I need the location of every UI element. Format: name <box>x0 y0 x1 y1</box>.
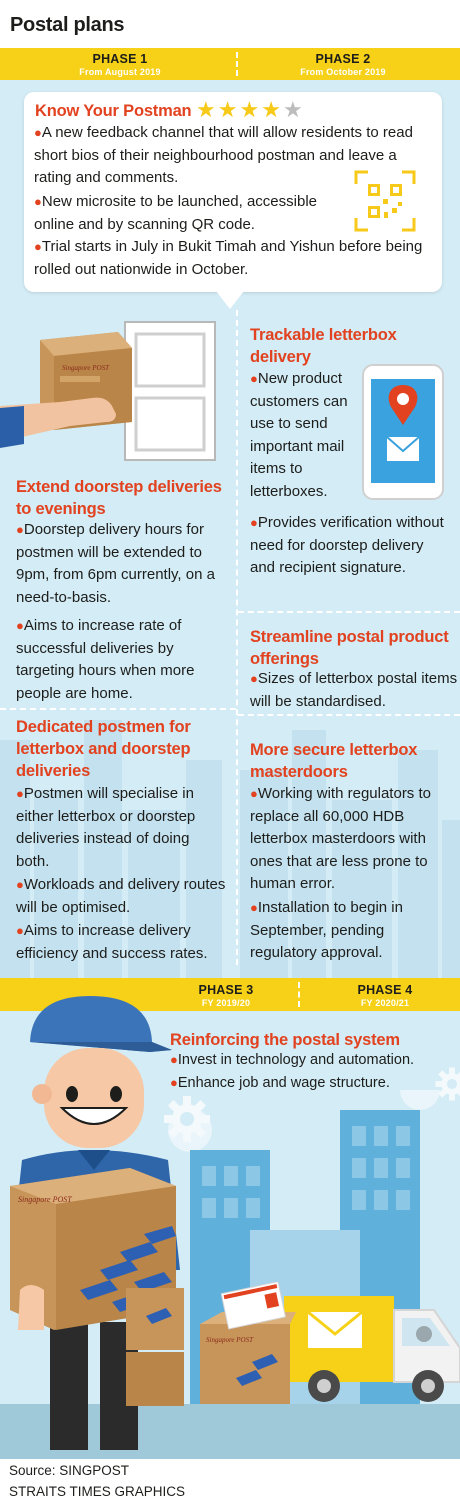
reinforcing-heading: Reinforcing the postal system <box>170 1031 400 1049</box>
point-text: Trial starts in July in Bukit Timah and Yishun before being rolled out nationwide in October. <box>34 238 423 278</box>
point-text: New microsite to be launched, accessible online and by scanning QR code. <box>34 193 317 233</box>
bullet-icon: ● <box>16 877 24 892</box>
phase-divider <box>298 982 300 1007</box>
graphics-credit: STRAITS TIMES GRAPHICS <box>9 1484 186 1499</box>
bullet-icon: ● <box>250 515 258 530</box>
reinforcing-point-2 <box>170 1072 455 1095</box>
bullet-icon: ● <box>170 1052 178 1067</box>
bullet-icon: ● <box>250 671 258 686</box>
phase-4-name: PHASE 4 <box>357 983 413 997</box>
phase-3-label <box>186 983 266 1008</box>
bullet-icon: ● <box>16 923 24 938</box>
phase-1-date: From August 2019 <box>79 67 161 77</box>
know-postman-point-2 <box>34 191 324 236</box>
masterdoors-point-2 <box>250 897 450 965</box>
extend-doorstep-heading: Extend doorstep deliveries to evenings <box>16 478 222 518</box>
phase-3-date: FY 2019/20 <box>201 998 251 1008</box>
column-divider <box>236 310 238 965</box>
masterdoors-heading: More secure letterbox masterdoors <box>250 741 418 781</box>
row-divider <box>238 714 460 716</box>
phase-2-label <box>278 52 408 77</box>
point-text: Enhance job and wage structure. <box>177 1075 390 1091</box>
point-text: Provides verification without need for doorstep delivery and recipient signature. <box>250 514 444 576</box>
qr-code-icon <box>354 170 416 232</box>
extend-doorstep-point-1 <box>16 519 228 609</box>
row-divider <box>0 708 236 710</box>
phase-4-label <box>340 983 430 1008</box>
bullet-icon: ● <box>16 786 24 801</box>
brand-label: Singapore POST <box>18 1195 72 1204</box>
phase-divider <box>236 52 238 76</box>
bullet-icon: ● <box>16 618 24 633</box>
trackable-point-2 <box>250 512 450 580</box>
streamline-heading: Streamline postal product offerings <box>250 628 449 668</box>
rating-stars <box>196 99 305 121</box>
trackable-heading: Trackable letterbox delivery <box>250 326 397 366</box>
phase-2-name: PHASE 2 <box>315 52 371 66</box>
row-divider <box>238 611 460 613</box>
brand-label: Singapore POST <box>62 364 109 372</box>
point-text: Installation to begin in September, pending regulatory approval. <box>250 899 403 961</box>
phase-1-name: PHASE 1 <box>92 52 148 66</box>
bubble-tail <box>216 291 244 309</box>
gear-icon <box>434 1066 460 1102</box>
bullet-icon: ● <box>250 900 258 915</box>
phase-2-date: From October 2019 <box>300 67 386 77</box>
phase-1-label <box>60 52 180 77</box>
star-icon: ★ <box>261 97 283 122</box>
parcel-delivery-illustration <box>0 318 232 466</box>
page-title: Postal plans <box>10 14 125 36</box>
point-text: New product customers can use to send important mail items to letterboxes. <box>250 370 348 500</box>
streamline-point-1 <box>250 668 460 713</box>
star-empty-icon: ★ <box>282 97 305 122</box>
phase-3-name: PHASE 3 <box>198 983 254 997</box>
star-icon: ★ <box>239 97 262 122</box>
brand-label: Singapore POST <box>206 1336 253 1344</box>
delivery-van-illustration <box>284 1282 460 1410</box>
point-text: Aims to increase rate of successful deliveries by targeting hours when more people are home. <box>16 617 195 702</box>
point-text: Sizes of letterbox postal items will be standardised. <box>250 670 458 710</box>
point-text: Doorstep delivery hours for postmen will be extended to 9pm, from 6pm currently, on a need-to-basis. <box>16 521 215 606</box>
know-postman-point-3 <box>34 236 434 281</box>
bullet-icon: ● <box>34 125 42 140</box>
extend-doorstep-point-2 <box>16 615 228 705</box>
point-text: Workloads and delivery routes will be optimised. <box>16 876 226 916</box>
dedicated-point-1 <box>16 783 226 873</box>
dedicated-point-2 <box>16 874 226 919</box>
bullet-icon: ● <box>34 194 42 209</box>
source-credit: Source: SINGPOST <box>9 1463 130 1478</box>
bullet-icon: ● <box>34 239 42 254</box>
phase-4-date: FY 2020/21 <box>360 998 410 1008</box>
point-text: A new feedback channel that will allow residents to read short bios of their neighbourhood postman and leave a rating and comments. <box>34 124 413 186</box>
parcel-stack-illustration <box>126 1282 296 1410</box>
dedicated-point-3 <box>16 920 231 965</box>
bullet-icon: ● <box>250 786 258 801</box>
bullet-icon: ● <box>250 371 258 386</box>
star-icon: ★ <box>196 97 218 122</box>
point-text: Working with regulators to replace all 60,000 HDB letterbox masterdoors with ones that are less prone to human error. <box>250 785 431 892</box>
trackable-point-1 <box>250 368 365 503</box>
star-icon: ★ <box>217 97 240 122</box>
phone-tracking-icon <box>361 363 445 501</box>
masterdoors-point-1 <box>250 783 460 896</box>
bullet-icon: ● <box>170 1075 178 1090</box>
dedicated-heading: Dedicated postmen for letterbox and doorstep deliveries <box>16 718 191 780</box>
reinforcing-point-1 <box>170 1049 455 1072</box>
bullet-icon: ● <box>16 522 24 537</box>
phase-bar-top <box>0 48 460 80</box>
point-text: Invest in technology and automation. <box>177 1052 415 1068</box>
know-your-postman-heading: Know Your Postman <box>35 102 192 120</box>
point-text: Aims to increase delivery efficiency and success rates. <box>16 922 208 962</box>
point-text: Postmen will specialise in either letterbox or doorstep deliveries instead of doing both. <box>16 785 196 870</box>
